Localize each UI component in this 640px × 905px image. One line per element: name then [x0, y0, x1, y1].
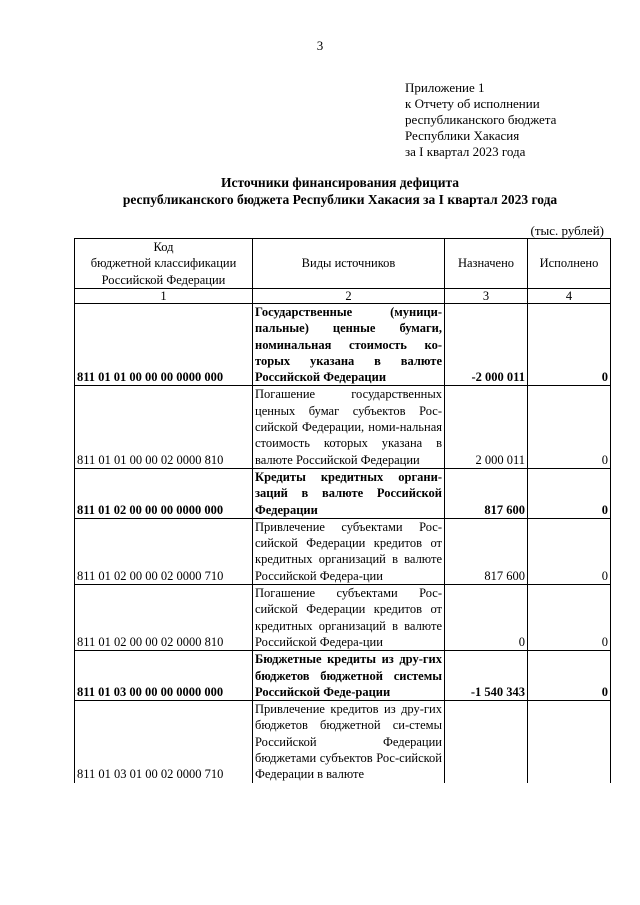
header-name: Виды источников — [253, 239, 445, 289]
row-assigned: -1 540 343 — [445, 651, 528, 701]
row-assigned: 0 — [445, 585, 528, 651]
table-row — [75, 468, 611, 518]
row-executed: 0 — [528, 468, 611, 518]
sources-table — [74, 238, 611, 783]
page-number: 3 — [316, 38, 324, 53]
row-code: 811 01 01 00 00 02 0000 810 — [75, 386, 253, 468]
row-name: Бюджетные кредиты из дру-гих бюджетов бюджетной системы Российской Феде-рации — [253, 651, 445, 701]
table-row — [75, 585, 611, 651]
column-number: 2 — [253, 289, 445, 304]
header-code-line: Российской Федерации — [101, 272, 226, 287]
column-number: 4 — [528, 289, 611, 304]
appendix-line: республиканского бюджета — [405, 112, 557, 127]
row-name: Погашение государственных ценных бумаг субъектов Рос-сийской Федерации, номи-нальная стоимость которых указана в валюте Российской Федерации — [253, 386, 445, 468]
appendix-line: Приложение 1 — [405, 80, 485, 95]
column-number-row — [75, 289, 611, 304]
table-row — [75, 304, 611, 386]
row-name: Привлечение субъектами Рос-сийской Федерации кредитов от кредитных организаций в валюте Российской Федера-ции — [253, 518, 445, 584]
row-executed: 0 — [528, 651, 611, 701]
table-row — [75, 386, 611, 468]
row-code: 811 01 02 00 00 00 0000 000 — [75, 468, 253, 518]
row-code: 811 01 02 00 00 02 0000 810 — [75, 585, 253, 651]
row-code: 811 01 02 00 00 02 0000 710 — [75, 518, 253, 584]
document-title — [60, 174, 620, 208]
row-executed: 0 — [528, 518, 611, 584]
title-line: Источники финансирования дефицита — [220, 175, 460, 190]
row-assigned: 817 600 — [445, 468, 528, 518]
header-executed: Исполнено — [528, 239, 611, 289]
row-assigned: -2 000 011 — [445, 304, 528, 386]
appendix-line: за I квартал 2023 года — [405, 144, 526, 159]
row-executed: 0 — [528, 386, 611, 468]
row-assigned: 817 600 — [445, 518, 528, 584]
row-name: Погашение субъектами Рос-сийской Федерации кредитов от кредитных организаций в валюте Российской Федера-ции — [253, 585, 445, 651]
appendix-line: Республики Хакасия — [405, 128, 520, 143]
row-executed: 0 — [528, 304, 611, 386]
header-code — [75, 239, 253, 289]
header-code-line: Код — [153, 240, 174, 255]
row-assigned: 2 000 011 — [445, 386, 528, 468]
header-assigned: Назначено — [445, 239, 528, 289]
row-name: Государственные (муници-пальные) ценные бумаги, номинальная стоимость ко-торых указана в валюте Российской Федерации — [253, 304, 445, 386]
row-executed — [528, 701, 611, 783]
title-line: республиканского бюджета Республики Хакасия за I квартал 2023 года — [122, 192, 558, 207]
row-assigned — [445, 701, 528, 783]
column-number: 1 — [75, 289, 253, 304]
units-label: (тыс. рублей) — [530, 223, 604, 238]
table-row — [75, 518, 611, 584]
row-name: Привлечение кредитов из дру-гих бюджетов бюджетной си-стемы Российской Федерации бюджетами субъектов Рос-сийской Федерации в валюте — [253, 701, 445, 783]
table-row — [75, 651, 611, 701]
appendix-note — [405, 80, 635, 160]
row-name: Кредиты кредитных органи-заций в валюте Российской Федерации — [253, 468, 445, 518]
row-code: 811 01 03 00 00 00 0000 000 — [75, 651, 253, 701]
row-code: 811 01 01 00 00 00 0000 000 — [75, 304, 253, 386]
row-code: 811 01 03 01 00 02 0000 710 — [75, 701, 253, 783]
column-number: 3 — [445, 289, 528, 304]
table-header-row — [75, 239, 611, 289]
table-row — [75, 701, 611, 783]
row-executed: 0 — [528, 585, 611, 651]
appendix-line: к Отчету об исполнении — [405, 96, 540, 111]
header-code-line: бюджетной классификации — [90, 256, 237, 271]
